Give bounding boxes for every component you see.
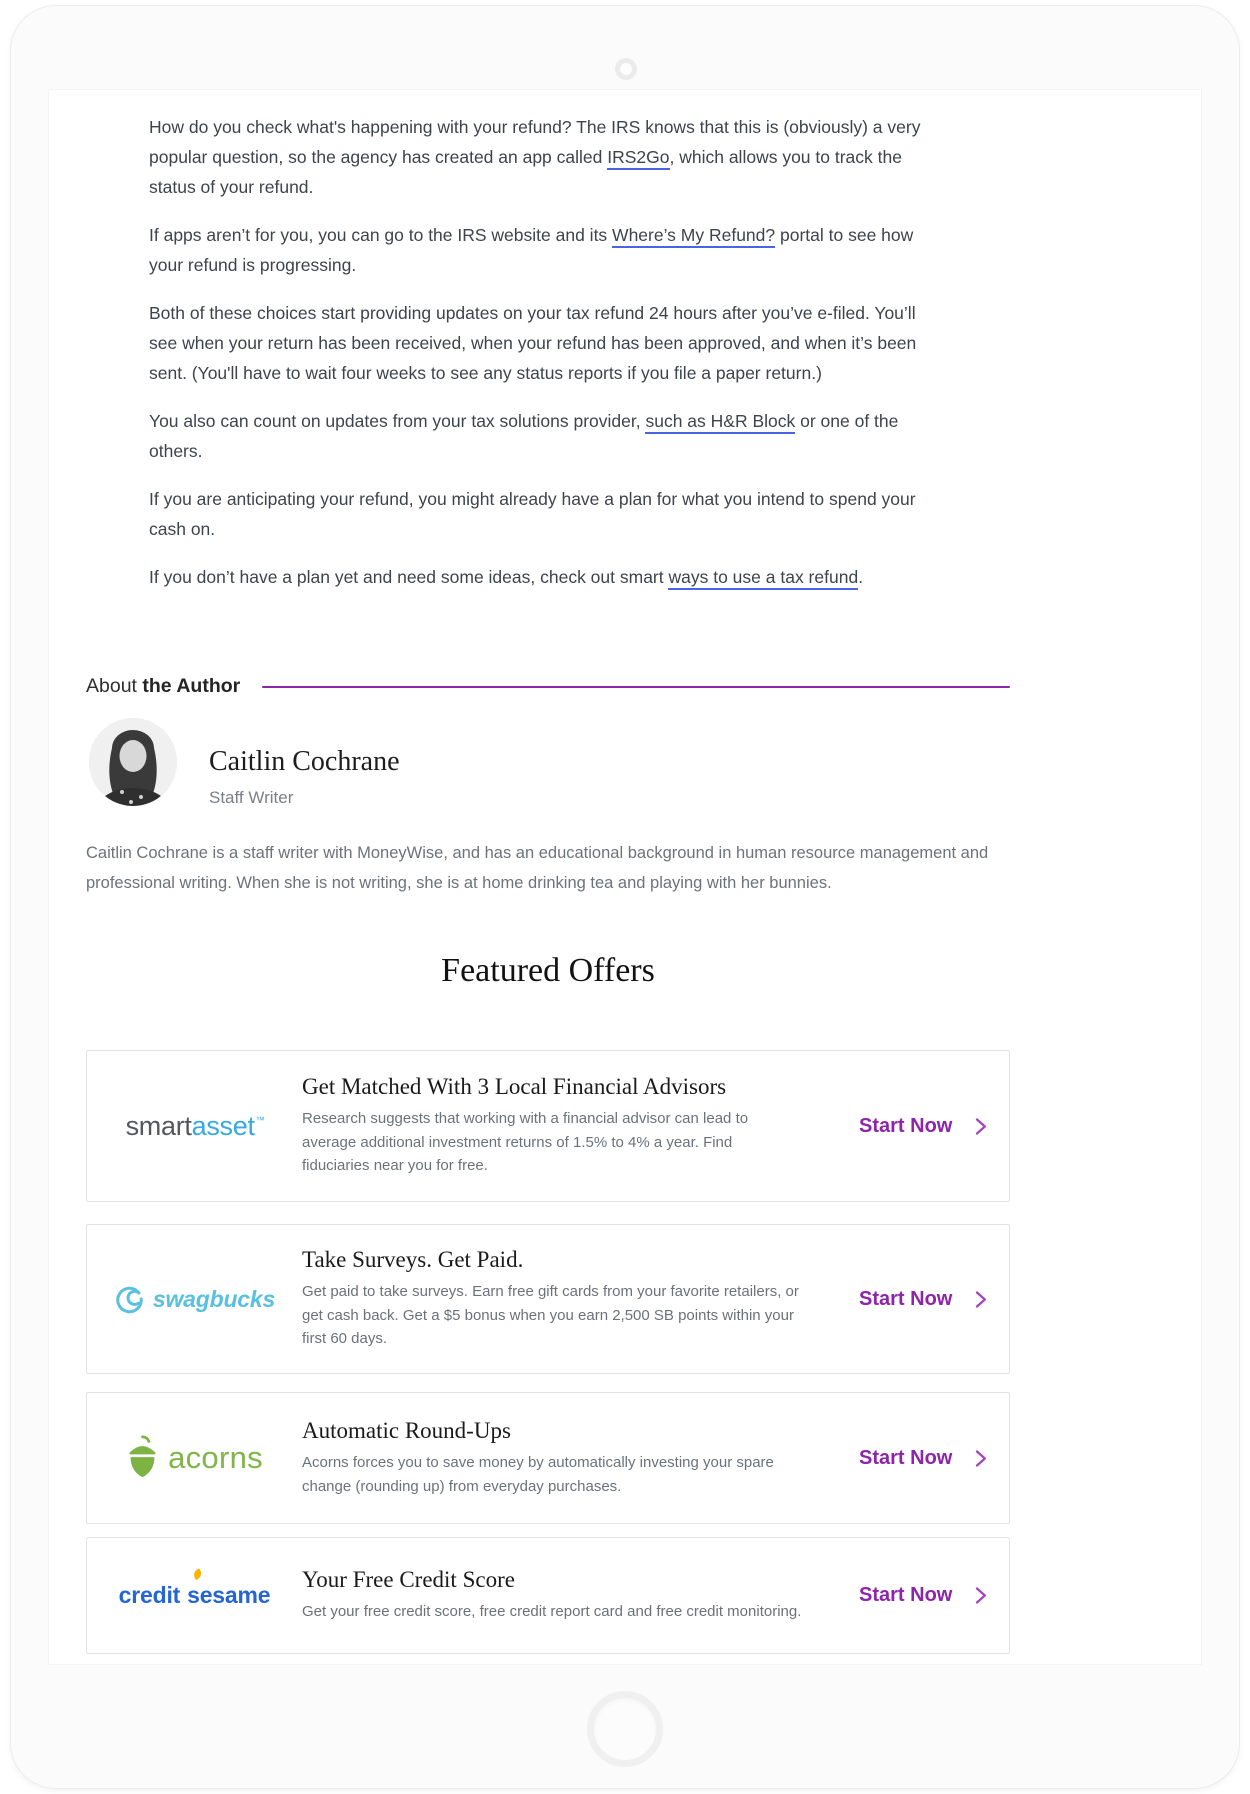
start-now-button[interactable] <box>859 1584 1009 1607</box>
offer-title: Your Free Credit Score <box>302 1567 515 1593</box>
author-name: Caitlin Cochrane <box>209 746 400 777</box>
swagbucks-icon <box>114 1284 144 1314</box>
paragraph-text: or one of the others. <box>149 411 899 461</box>
smartasset-logo-text: smart <box>125 1110 192 1141</box>
paragraph-text: portal to see how your refund is progressing. <box>149 225 914 275</box>
offer-title: Take Surveys. Get Paid. <box>302 1247 524 1273</box>
author-avatar <box>89 718 177 806</box>
start-now-button[interactable] <box>859 1115 1009 1138</box>
tax-refund-ideas-link[interactable]: ways to use a tax refund <box>668 567 858 590</box>
paragraph-text: . <box>858 567 864 587</box>
smartasset-logo <box>87 1111 302 1142</box>
sesame-leaf-icon <box>190 1566 206 1583</box>
paragraph-text: , which allows you to track the status of your refund. <box>149 147 902 197</box>
start-now-button[interactable] <box>859 1288 1009 1311</box>
offer-title: Get Matched With 3 Local Financial Advisors <box>302 1074 727 1100</box>
offer-description: Get your free credit score, free credit report card and free credit monitoring. <box>302 1603 802 1621</box>
credit-sesame-logo-text: credit <box>118 1582 181 1608</box>
start-now-button[interactable] <box>859 1447 1009 1470</box>
article-paragraph <box>149 298 943 388</box>
acorn-icon <box>126 1435 159 1481</box>
acorns-logo <box>87 1435 302 1481</box>
start-now-label: Start Now <box>859 1584 953 1606</box>
offer-card-credit-sesame <box>86 1537 1010 1654</box>
trademark-symbol: ™ <box>255 1114 265 1125</box>
paragraph-text: Both of these choices start providing updates on your tax refund 24 hours after you’ve e-filed. You’ll see when your return has been received, when your refund has been approved, and when it’s been sent. (You'll have to wait four weeks to see any status reports if you file a paper return.) <box>149 303 917 383</box>
about-divider <box>262 686 1010 688</box>
chevron-right-icon <box>970 1289 991 1310</box>
start-now-label: Start Now <box>859 1287 953 1310</box>
smartasset-logo-text-blue: asset <box>191 1110 255 1141</box>
article-paragraph <box>149 112 943 202</box>
irs2go-link[interactable]: IRS2Go <box>607 147 669 170</box>
about-the-author-label: About the Author <box>86 675 241 697</box>
paragraph-text: If apps aren’t for you, you can go to the IRS website and its <box>149 225 613 245</box>
chevron-right-icon <box>970 1448 991 1469</box>
chevron-right-icon <box>970 1116 991 1137</box>
article-paragraph <box>149 406 943 466</box>
article-paragraph <box>149 484 943 544</box>
offer-description: Acorns forces you to save money by automatically investing your spare change (rounding up) from everyday purchases. <box>302 1454 774 1495</box>
hr-block-link[interactable]: such as H&R Block <box>645 411 795 434</box>
article-paragraph <box>149 220 943 280</box>
camera-icon <box>615 58 637 80</box>
credit-sesame-logo <box>87 1582 302 1609</box>
swagbucks-logo-text: swagbucks <box>152 1285 276 1312</box>
swagbucks-logo <box>87 1284 302 1314</box>
offer-card-acorns <box>86 1392 1010 1524</box>
author-bio: Caitlin Cochrane is a staff writer with MoneyWise, and has an educational background in human resource management and professional writing. When she is not writing, she is at home drinking tea and playing with her bunnies. <box>86 844 989 892</box>
offer-card-swagbucks <box>86 1224 1010 1374</box>
offer-title: Automatic Round-Ups <box>302 1418 511 1443</box>
start-now-label: Start Now <box>859 1114 953 1137</box>
featured-offers-heading: Featured Offers <box>441 952 655 989</box>
article-paragraph <box>149 562 943 592</box>
paragraph-text: You also can count on updates from your tax solutions provider, <box>149 411 646 431</box>
home-button[interactable] <box>587 1691 663 1767</box>
start-now-label: Start Now <box>859 1446 953 1469</box>
chevron-right-icon <box>970 1585 991 1606</box>
paragraph-text: If you are anticipating your refund, you might already have a plan for what you intend to spend your cash on. <box>149 489 916 539</box>
about-the-author-section <box>86 675 1010 698</box>
offer-card-smartasset <box>86 1050 1010 1202</box>
offer-description: Research suggests that working with a financial advisor can lead to average additional investment returns of 1.5% to 4% a year. Find fiduciaries near you for free. <box>302 1110 749 1175</box>
tablet-frame <box>10 5 1240 1789</box>
offer-description: Get paid to take surveys. Earn free gift cards from your favorite retailers, or get cash back. Get a $5 bonus when you earn 2,500 SB points within your first 60 days. <box>302 1283 799 1348</box>
acorns-logo-text: acorns <box>168 1440 263 1475</box>
author-role: Staff Writer <box>209 788 294 807</box>
page-content <box>48 89 1202 1665</box>
article-body <box>149 112 943 610</box>
paragraph-text: If you don’t have a plan yet and need some ideas, check out smart <box>149 567 669 587</box>
paragraph-text: How do you check what's happening with your refund? The IRS knows that this is (obviously) a very popular question, so the agency has created an app called <box>149 117 921 167</box>
wheres-my-refund-link[interactable]: Where’s My Refund? <box>612 225 775 248</box>
credit-sesame-logo-text2: sesame <box>187 1582 271 1608</box>
